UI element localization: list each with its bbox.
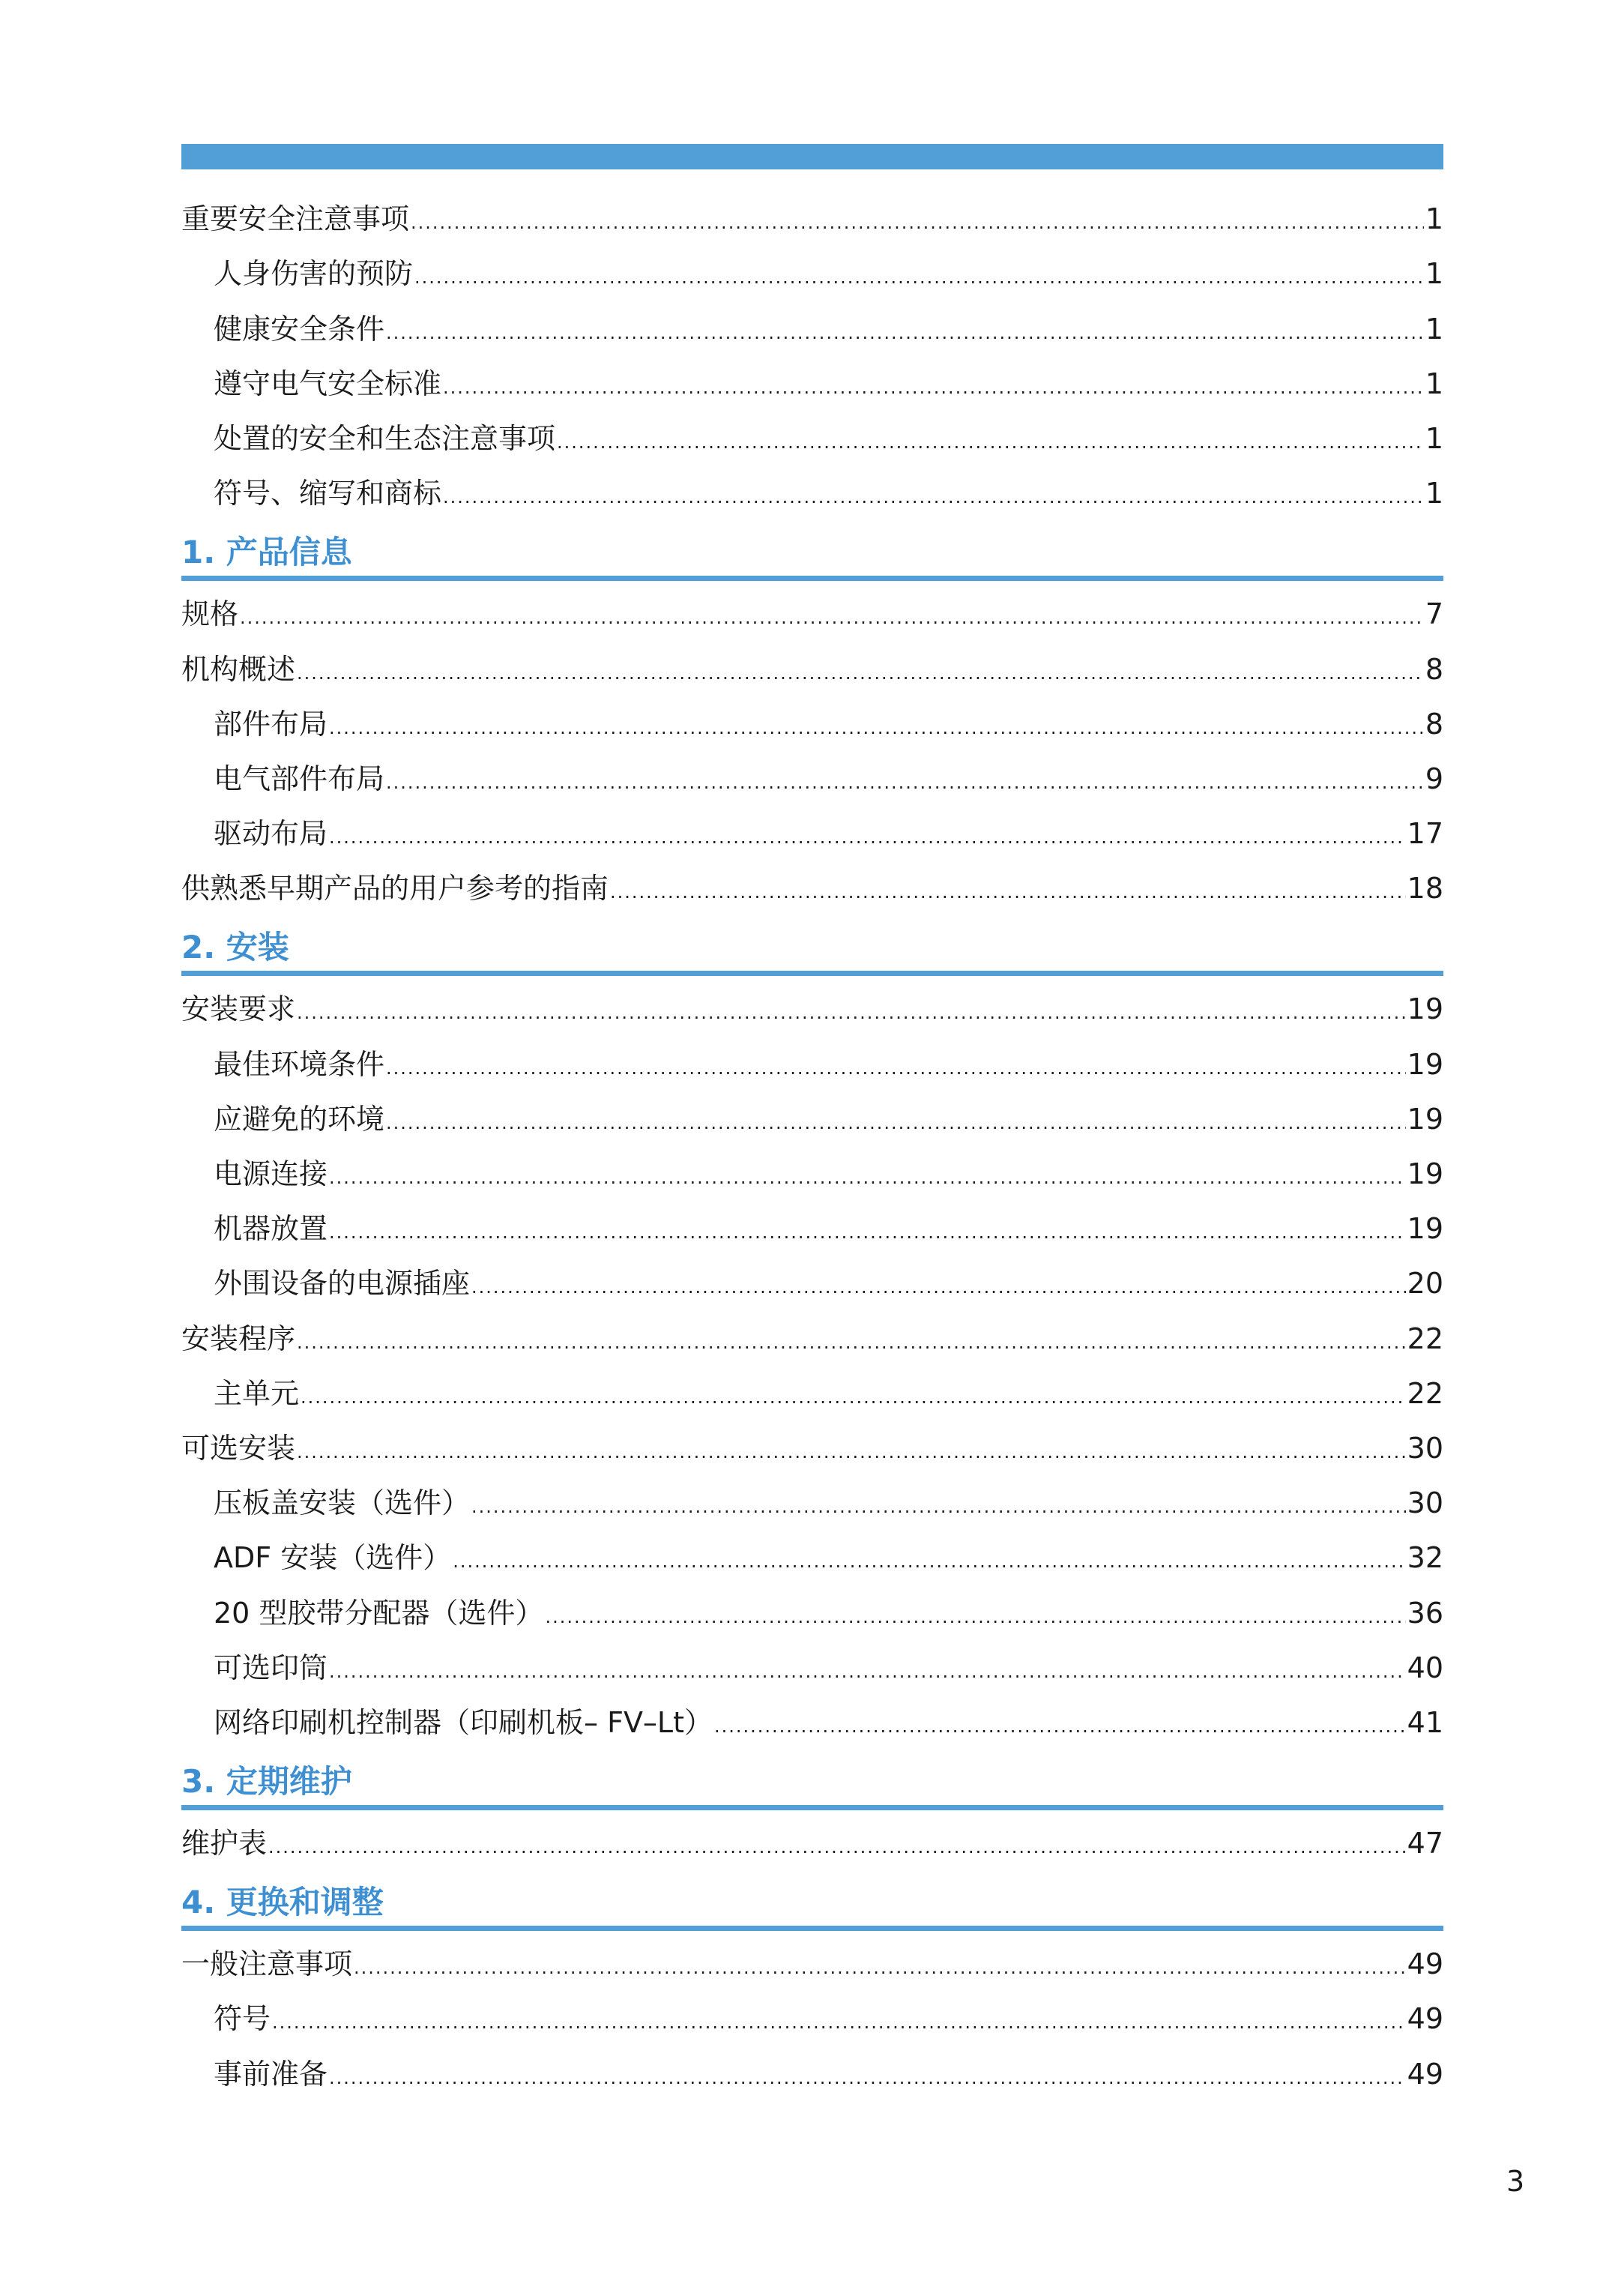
toc-entry[interactable]: [181, 1308, 1443, 1363]
toc-entry[interactable]: [181, 804, 1443, 858]
toc-entry[interactable]: [181, 1693, 1443, 1747]
toc-entry-page: 1: [1425, 257, 1443, 291]
toc-entry[interactable]: [181, 584, 1443, 639]
toc-entry-title: ADF 安装（选件）: [214, 1541, 452, 1575]
toc-entry-title: 机构概述: [181, 652, 296, 686]
toc-leader-dots: [610, 883, 1406, 903]
toc-entry-page: 19: [1407, 992, 1443, 1026]
toc-leader-dots: [329, 1169, 1406, 1188]
toc-entry-page: 9: [1425, 762, 1443, 795]
toc-leader-dots: [545, 1608, 1405, 1627]
toc-entry-title: 网络印刷机控制器（印刷机板– FV–Lt）: [214, 1705, 713, 1739]
toc-leader-dots: [240, 609, 1424, 628]
toc-entry-title: 驱动布局: [214, 817, 328, 851]
toc-entry[interactable]: [181, 1034, 1443, 1088]
toc-entry[interactable]: [181, 1199, 1443, 1253]
toc-entry-title: 电气部件布局: [214, 762, 385, 795]
toc-leader-dots: [386, 1059, 1406, 1079]
toc-entry[interactable]: [181, 1528, 1443, 1582]
toc-entry-page: 30: [1407, 1431, 1443, 1465]
toc-leader-dots: [386, 324, 1424, 343]
toc-entry-page: 20: [1407, 1267, 1443, 1301]
toc-entry-title: 主单元: [214, 1376, 300, 1410]
toc-entry-page: 7: [1425, 597, 1443, 631]
toc-entry-page: 40: [1407, 1651, 1443, 1684]
toc-entry-title: 事前准备: [214, 2057, 328, 2091]
toc-entry-title: 可选安装: [181, 1431, 296, 1465]
toc-leader-dots: [557, 433, 1424, 453]
toc-entry[interactable]: [181, 1934, 1443, 1989]
section-heading[interactable]: [181, 1747, 1443, 1810]
toc-entry-title: 外围设备的电源插座: [214, 1267, 471, 1301]
toc-entry-title: 应避免的环境: [214, 1102, 385, 1136]
toc-entry[interactable]: [181, 189, 1443, 244]
toc-entry[interactable]: [181, 979, 1443, 1034]
toc-leader-dots: [272, 2013, 1406, 2033]
toc-leader-dots: [329, 2069, 1406, 2088]
page-number: 3: [1506, 2165, 1525, 2198]
toc-entry-title: 20 型胶带分配器（选件）: [214, 1596, 544, 1630]
section-heading[interactable]: [181, 913, 1443, 976]
toc-entry-page: 19: [1407, 1102, 1443, 1136]
section-heading[interactable]: [181, 1868, 1443, 1931]
section-title: 3. 定期维护: [181, 1762, 352, 1800]
toc-entry[interactable]: [181, 1144, 1443, 1199]
toc-entry[interactable]: [181, 1364, 1443, 1418]
toc-entry-page: 8: [1425, 707, 1443, 741]
toc-leader-dots: [443, 488, 1424, 507]
toc-entry-title: 符号、缩写和商标: [214, 477, 442, 510]
toc-entry-title: 一般注意事项: [181, 1947, 353, 1981]
toc-entry-page: 41: [1407, 1705, 1443, 1739]
toc-leader-dots: [268, 1838, 1406, 1857]
toc-entry-page: 1: [1425, 202, 1443, 236]
toc-entry[interactable]: [181, 298, 1443, 353]
toc-entry-page: 1: [1425, 421, 1443, 455]
section-title: 1. 产品信息: [181, 534, 352, 571]
toc-entry-title: 可选印筒: [214, 1651, 328, 1684]
toc-entry[interactable]: [181, 1253, 1443, 1308]
toc-entry-page: 49: [1407, 2002, 1443, 2036]
toc-entry[interactable]: [181, 1582, 1443, 1637]
section-title: 2. 安装: [181, 929, 289, 966]
toc-entry-page: 1: [1425, 312, 1443, 346]
toc-entry-title: 机器放置: [214, 1212, 328, 1246]
toc-entry-page: 19: [1407, 1157, 1443, 1190]
toc-entry-page: 1: [1425, 367, 1443, 400]
toc-leader-dots: [443, 379, 1424, 398]
toc-leader-dots: [386, 774, 1424, 793]
toc-entry-page: 47: [1407, 1827, 1443, 1860]
toc-entry-page: 19: [1407, 1212, 1443, 1246]
toc-entry-page: 49: [1407, 2057, 1443, 2091]
toc-entry-title: 处置的安全和生态注意事项: [214, 421, 556, 455]
toc-entry[interactable]: [181, 354, 1443, 409]
toc-entry[interactable]: [181, 1638, 1443, 1693]
section-title: 4. 更换和调整: [181, 1884, 384, 1921]
toc-entry-page: 49: [1407, 1947, 1443, 1981]
toc-entry-title: 人身伤害的预防: [214, 257, 414, 291]
toc-entry-title: 维护表: [181, 1827, 268, 1860]
toc-leader-dots: [453, 1552, 1405, 1572]
toc-entry[interactable]: [181, 2043, 1443, 2098]
toc-entry-page: 19: [1407, 1047, 1443, 1081]
table-of-contents: [181, 189, 1443, 2099]
toc-entry-page: 8: [1425, 652, 1443, 686]
toc-entry[interactable]: [181, 694, 1443, 749]
toc-entry[interactable]: [181, 463, 1443, 518]
toc-entry[interactable]: [181, 1418, 1443, 1473]
toc-leader-dots: [301, 1388, 1406, 1408]
toc-leader-dots: [297, 1334, 1406, 1353]
toc-entry-title: 安装要求: [181, 992, 296, 1026]
toc-leader-dots: [714, 1717, 1406, 1737]
toc-entry-title: 重要安全注意事项: [181, 202, 410, 236]
toc-entry-page: 32: [1407, 1541, 1443, 1575]
toc-entry[interactable]: [181, 858, 1443, 913]
toc-entry-title: 部件布局: [214, 707, 328, 741]
toc-leader-dots: [411, 214, 1424, 233]
toc-entry-page: 30: [1407, 1486, 1443, 1520]
toc-leader-dots: [297, 1004, 1406, 1023]
toc-entry[interactable]: [181, 1813, 1443, 1868]
toc-entry-title: 压板盖安装（选件）: [214, 1486, 471, 1520]
toc-leader-dots: [329, 1663, 1406, 1682]
toc-leader-dots: [297, 664, 1424, 684]
toc-leader-dots: [297, 1443, 1406, 1462]
toc-entry-page: 22: [1407, 1376, 1443, 1410]
toc-entry-page: 17: [1407, 817, 1443, 851]
toc-entry-title: 最佳环境条件: [214, 1047, 385, 1081]
header-bar: [181, 144, 1443, 169]
toc-leader-dots: [471, 1278, 1406, 1298]
toc-entry-title: 电源连接: [214, 1157, 328, 1190]
toc-leader-dots: [329, 828, 1406, 848]
toc-entry-page: 18: [1407, 872, 1443, 906]
toc-leader-dots: [386, 1114, 1406, 1133]
toc-entry[interactable]: [181, 1989, 1443, 2043]
toc-leader-dots: [414, 268, 1424, 288]
toc-leader-dots: [471, 1498, 1406, 1517]
toc-entry[interactable]: [181, 639, 1443, 693]
toc-leader-dots: [329, 1223, 1406, 1243]
toc-leader-dots: [354, 1959, 1406, 1978]
toc-entry-title: 符号: [214, 2002, 271, 2036]
toc-entry[interactable]: [181, 749, 1443, 804]
toc-entry-page: 22: [1407, 1322, 1443, 1355]
toc-entry[interactable]: [181, 1089, 1443, 1144]
toc-entry-page: 36: [1407, 1596, 1443, 1630]
toc-leader-dots: [329, 719, 1424, 738]
toc-entry[interactable]: [181, 244, 1443, 298]
toc-entry-page: 1: [1425, 477, 1443, 510]
toc-entry-title: 规格: [181, 597, 239, 631]
section-heading[interactable]: [181, 518, 1443, 581]
toc-entry-title: 安装程序: [181, 1322, 296, 1355]
toc-entry-title: 供熟悉早期产品的用户参考的指南: [181, 872, 609, 906]
toc-entry-title: 遵守电气安全标准: [214, 367, 442, 400]
toc-entry-title: 健康安全条件: [214, 312, 385, 346]
toc-entry[interactable]: [181, 1473, 1443, 1528]
toc-entry[interactable]: [181, 409, 1443, 463]
